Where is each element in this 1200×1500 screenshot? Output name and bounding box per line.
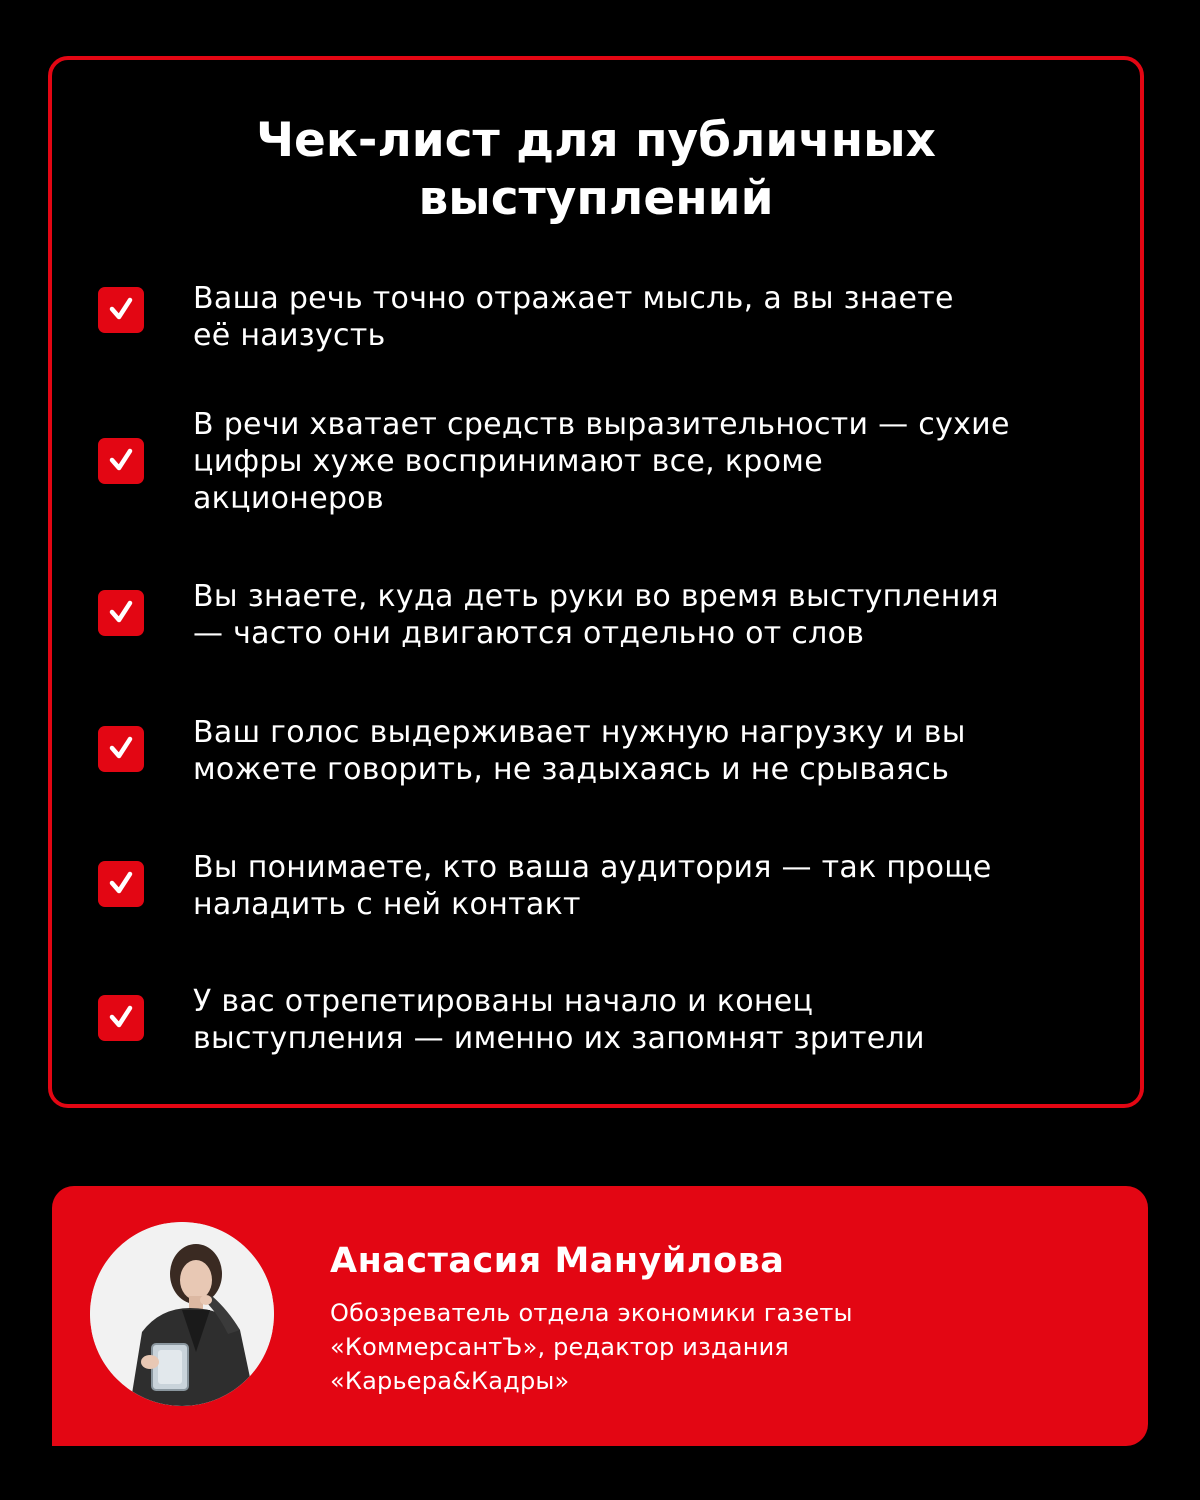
page-title xyxy=(52,112,1140,228)
checklist-card xyxy=(48,56,1144,1108)
check-icon xyxy=(98,287,144,333)
checklist-item-text: Вы знаете, куда деть руки во время выступления — часто они двигаются отдельно от слов xyxy=(193,579,999,651)
checklist-item-text: Вы понимаете, кто ваша аудитория — так проще наладить с ней контакт xyxy=(193,850,992,922)
author-role: Обозреватель отдела экономики газеты «КоммерсантЪ», редактор издания «Карьера&Кадры» xyxy=(330,1299,853,1395)
title-line: Чек-лист для публичных xyxy=(256,113,936,168)
author-card xyxy=(52,1186,1148,1446)
check-icon xyxy=(98,590,144,636)
checklist-item-text: У вас отрепетированы начало и конец выступления — именно их запомнят зрители xyxy=(193,984,925,1056)
checklist-item-text: Ваш голос выдерживает нужную нагрузку и вы можете говорить, не задыхаясь и не срываясь xyxy=(193,715,966,787)
avatar xyxy=(90,1222,274,1406)
author-name: Анастасия Мануйлова xyxy=(330,1241,785,1281)
avatar-photo-icon xyxy=(90,1222,274,1406)
check-icon xyxy=(98,995,144,1041)
checklist-item-text: В речи хватает средств выразительности — сухие цифры хуже воспринимают все, кроме акционеров xyxy=(193,407,1010,516)
title-line: выступлений xyxy=(418,171,774,226)
check-icon xyxy=(98,726,144,772)
checklist-item-text: Ваша речь точно отражает мысль, а вы знаете её наизусть xyxy=(193,281,954,353)
check-icon xyxy=(98,861,144,907)
check-icon xyxy=(98,438,144,484)
